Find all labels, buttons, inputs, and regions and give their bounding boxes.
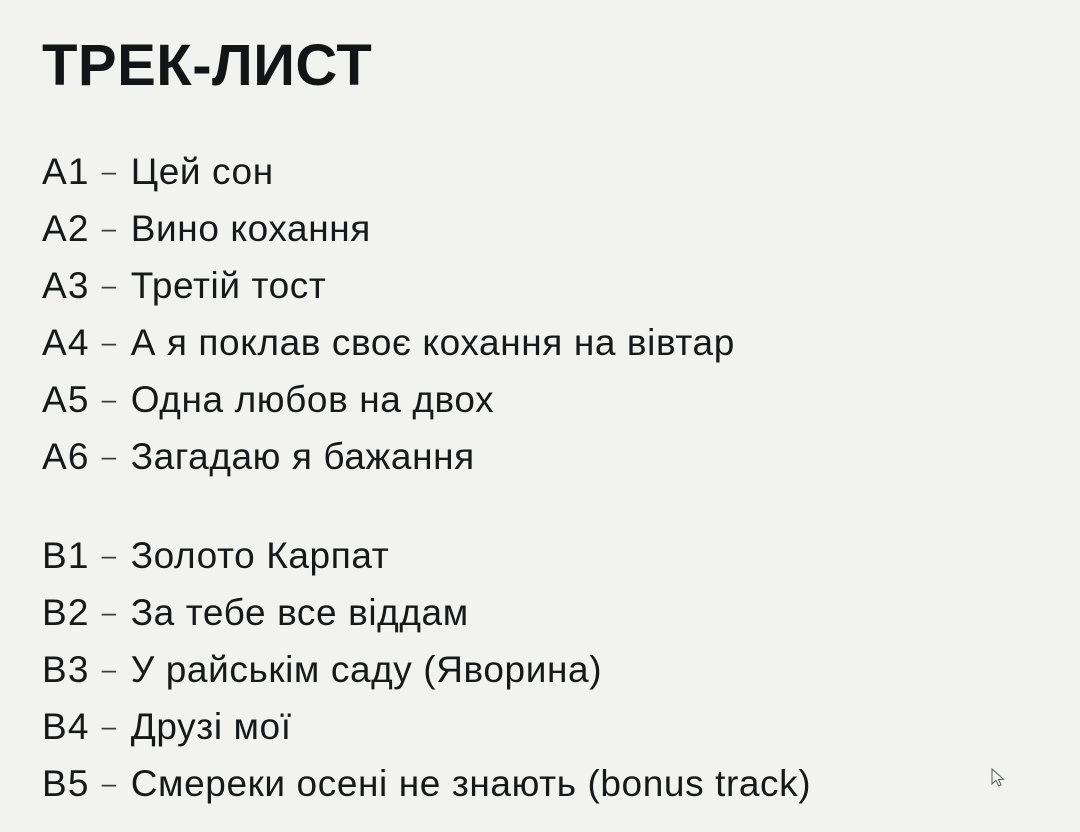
track-code: A5 (42, 378, 90, 420)
track-code: A2 (42, 207, 90, 249)
track-list-side-b (42, 529, 1040, 814)
track-code: A1 (42, 150, 90, 192)
track-code: B1 (42, 534, 90, 576)
track-code: A4 (42, 321, 90, 363)
list-item (42, 529, 1040, 586)
track-separator: – (101, 383, 117, 414)
track-code: A6 (42, 435, 90, 477)
list-item (42, 643, 1040, 700)
track-name: Цей сон (130, 150, 274, 192)
track-name: Друзі мої (130, 705, 292, 747)
track-code: B4 (42, 705, 90, 747)
list-item (42, 757, 1040, 814)
page-title: ТРЕК-ЛИСТ (42, 33, 373, 98)
track-separator: – (101, 539, 117, 570)
list-item (42, 586, 1040, 643)
list-item (42, 145, 1040, 202)
track-code: B3 (42, 648, 90, 690)
track-separator: – (101, 212, 117, 243)
track-name: За тебе все віддам (130, 591, 469, 633)
track-name: Одна любов на двох (130, 378, 495, 420)
track-separator: – (101, 155, 117, 186)
list-item (42, 430, 1040, 487)
track-separator: – (101, 710, 117, 741)
track-name: Загадаю я бажання (130, 435, 475, 477)
track-separator: – (101, 596, 117, 627)
track-separator: – (101, 326, 117, 357)
list-item (42, 259, 1040, 316)
track-name: Третій тост (130, 264, 327, 306)
list-item (42, 202, 1040, 259)
track-name: Смереки осені не знають (bonus track) (130, 762, 812, 804)
list-item (42, 700, 1040, 757)
track-name: Вино кохання (130, 207, 371, 249)
side-divider (42, 487, 1040, 529)
track-separator: – (101, 440, 117, 471)
track-code: B2 (42, 591, 90, 633)
track-code: A3 (42, 264, 90, 306)
list-item (42, 316, 1040, 373)
track-name: Золото Карпат (130, 534, 390, 576)
track-separator: – (101, 269, 117, 300)
track-code: B5 (42, 762, 90, 804)
track-list-side-a (42, 145, 1040, 487)
track-separator: – (101, 653, 117, 684)
list-item (42, 373, 1040, 430)
track-separator: – (101, 767, 117, 798)
track-name: У райськім саду (Яворина) (130, 648, 603, 690)
track-name: А я поклав своє кохання на вівтар (130, 321, 735, 363)
